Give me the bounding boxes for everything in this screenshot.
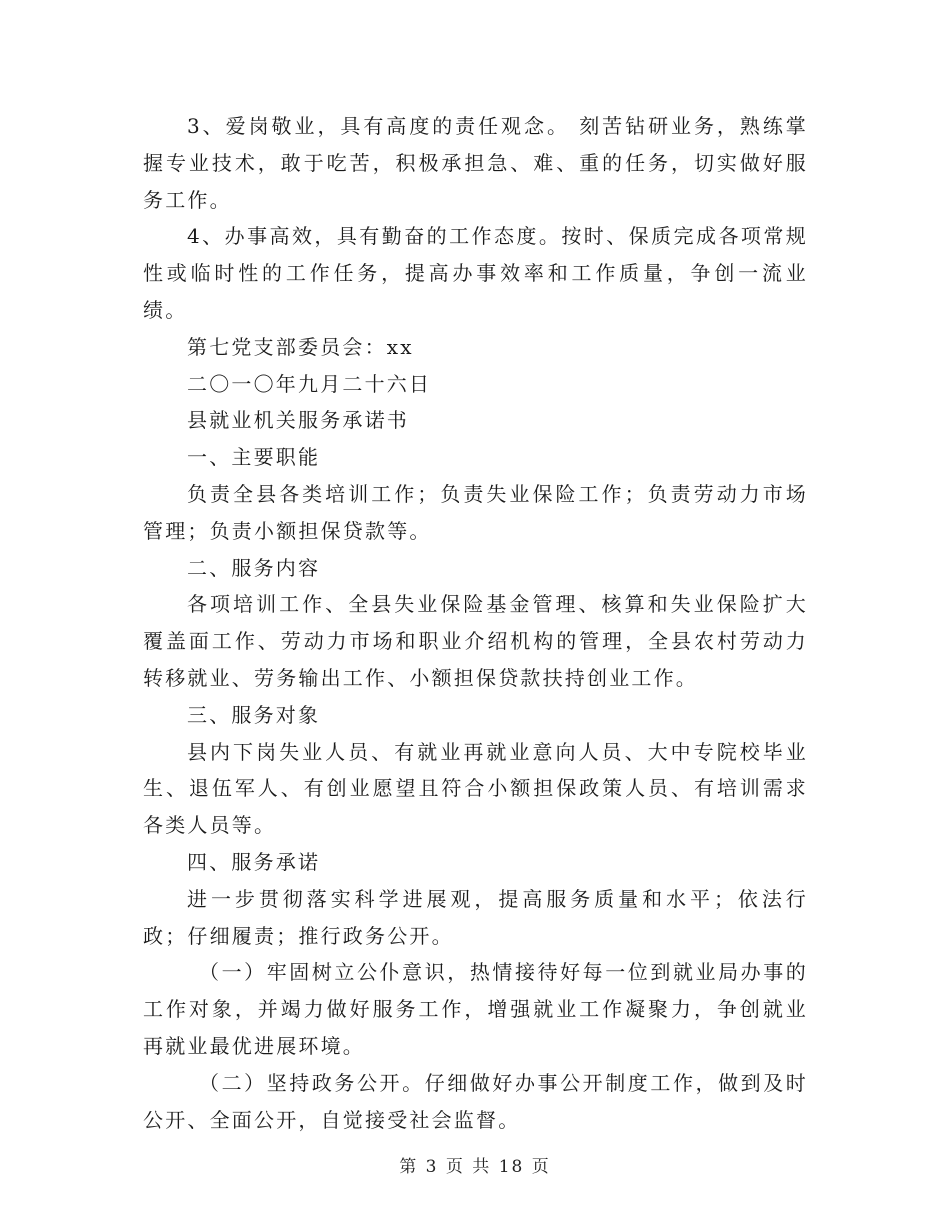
section-heading-commitments: 四、服务承诺 xyxy=(187,849,321,874)
page-footer xyxy=(0,1152,950,1177)
document-title: 县就业机关服务承诺书 xyxy=(187,408,409,433)
page-number-label: 第 3 页 共 18 页 xyxy=(399,1157,551,1177)
paragraph-functions: 负责全县各类培训工作；负责失业保险工作；负责劳动力市场管理；负责小额担保贷款等。 xyxy=(143,481,808,543)
document-body xyxy=(143,108,808,1138)
paragraph-content: 各项培训工作、全县失业保险基金管理、核算和失业保险扩大覆盖面工作、劳动力市场和职业介绍机构的管理，全县农村劳动力转移就业、劳务输出工作、小额担保贷款扶持创业工作。 xyxy=(143,592,808,690)
signature-committee: 第七党支部委员会：xx xyxy=(187,334,414,359)
paragraph-commitment-1: （一）牢固树立公仆意识，热情接待好每一位到就业局办事的工作对象，并竭力做好服务工作，增强就业工作凝聚力，争创就业再就业最优进展环境。 xyxy=(143,960,808,1058)
paragraph-item-4: 4、办事高效，具有勤奋的工作态度。按时、保质完成各项常规性或临时性的工作任务，提高办事效率和工作质量，争创一流业绩。 xyxy=(143,224,808,322)
paragraph-item-3: 3、爱岗敬业，具有高度的责任观念。 刻苦钻研业务，熟练掌握专业技术，敢于吃苦，积极承担急、难、重的任务，切实做好服务工作。 xyxy=(143,114,808,212)
section-heading-content: 二、服务内容 xyxy=(187,555,321,580)
section-heading-targets: 三、服务对象 xyxy=(187,702,321,727)
paragraph-commitment-2: （二）坚持政务公开。仔细做好办事公开制度工作，做到及时公开、全面公开，自觉接受社会监督。 xyxy=(143,1070,808,1132)
paragraph-targets: 县内下岗失业人员、有就业再就业意向人员、大中专院校毕业生、退伍军人、有创业愿望且符合小额担保政策人员、有培训需求各类人员等。 xyxy=(143,739,808,838)
paragraph-commitments: 进一步贯彻落实科学进展观，提高服务质量和水平；依法行政；仔细履责；推行政务公开。 xyxy=(143,886,808,948)
section-heading-functions: 一、主要职能 xyxy=(187,445,321,470)
signature-date: 二〇一〇年九月二十六日 xyxy=(187,371,432,396)
